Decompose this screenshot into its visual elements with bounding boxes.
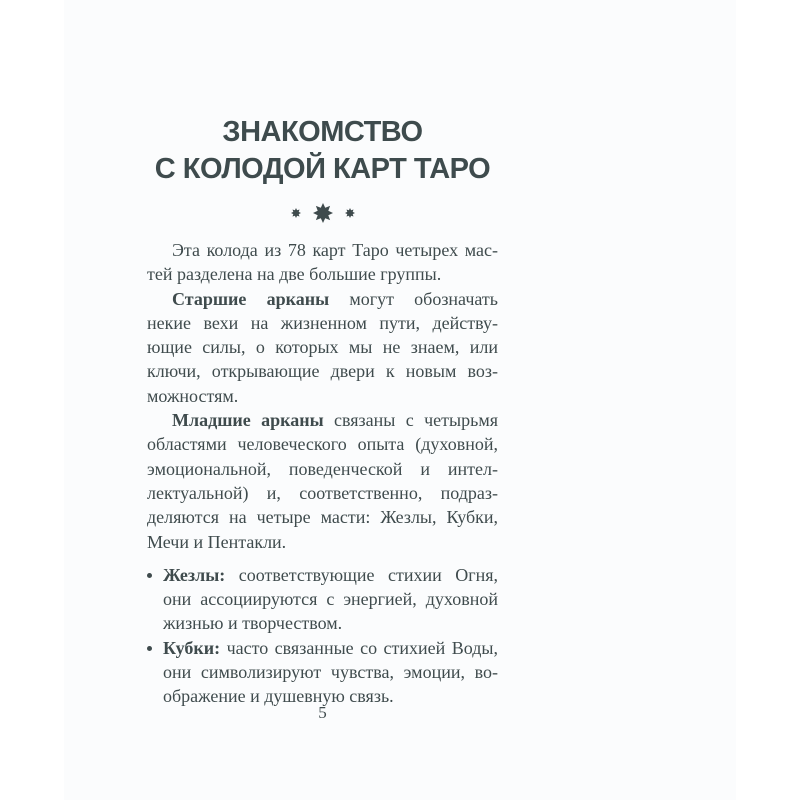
- text-line: лектуальной) и, соответственно, подраз-: [147, 482, 498, 503]
- text-fragment: соответствующие стихии Огня,: [225, 564, 498, 585]
- term-minor-arcana: Младшие арканы: [172, 410, 324, 431]
- text-line: Мечи и Пентакли.: [147, 531, 287, 552]
- text-line: [147, 636, 498, 660]
- term-cups: Кубки:: [163, 637, 221, 658]
- chapter-title: [147, 114, 498, 188]
- text-line: [147, 408, 498, 432]
- paragraph-intro: [147, 238, 498, 287]
- text-line: тей разделена на две большие группы.: [147, 264, 442, 285]
- text-line: можностям.: [147, 385, 239, 406]
- text-line: некие вехи на жизненном пути, действу-: [147, 312, 498, 333]
- text-line: эмоциональной, поведенческой и интел-: [147, 458, 498, 479]
- text-line: ющие силы, о которых мы не знаем, или: [147, 337, 498, 358]
- text-line: [147, 563, 498, 587]
- paragraph-major-arcana: [147, 287, 498, 408]
- text-fragment: могут обозначать: [329, 288, 498, 309]
- text-line: ключи, открывающие двери к новым воз-: [147, 361, 498, 382]
- large-star-icon: [313, 203, 333, 223]
- text-fragment: связаны с четырьмя: [323, 410, 498, 431]
- list-item-wands: [147, 563, 498, 636]
- text-line: [147, 287, 498, 311]
- term-major-arcana: Старшие арканы: [172, 288, 330, 309]
- spacer: [147, 554, 498, 563]
- bullet-icon: [147, 573, 152, 578]
- page-number: 5: [318, 703, 327, 722]
- text-line: ображение и душевную связь.: [163, 686, 394, 707]
- text-line: деляются на четыре масти: Жезлы, Кубки,: [147, 507, 498, 528]
- text-line: жизнью и творчеством.: [163, 613, 343, 634]
- term-wands: Жезлы:: [163, 564, 226, 585]
- body-text: [147, 238, 498, 709]
- ornament-divider: [147, 202, 498, 224]
- paragraph-minor-arcana: [147, 408, 498, 554]
- text-fragment: часто связанные со стихией Воды,: [220, 637, 498, 658]
- text-line: они ассоциируются с энергией, духовной: [163, 589, 498, 610]
- small-star-icon: [291, 208, 301, 218]
- chapter-title-line-1: ЗНАКОМСТВО: [222, 116, 423, 148]
- chapter-title-line-2: С КОЛОДОЙ КАРТ ТАРО: [154, 153, 491, 185]
- text-line: Эта колода из 78 карт Таро четырех мас-: [172, 240, 498, 260]
- text-line: они символизируют чувства, эмоции, во-: [163, 662, 498, 683]
- bullet-icon: [147, 646, 152, 651]
- small-star-icon: [345, 208, 355, 218]
- text-line: областями человеческого опыта (духовной,: [147, 434, 498, 455]
- list-item-cups: [147, 636, 498, 709]
